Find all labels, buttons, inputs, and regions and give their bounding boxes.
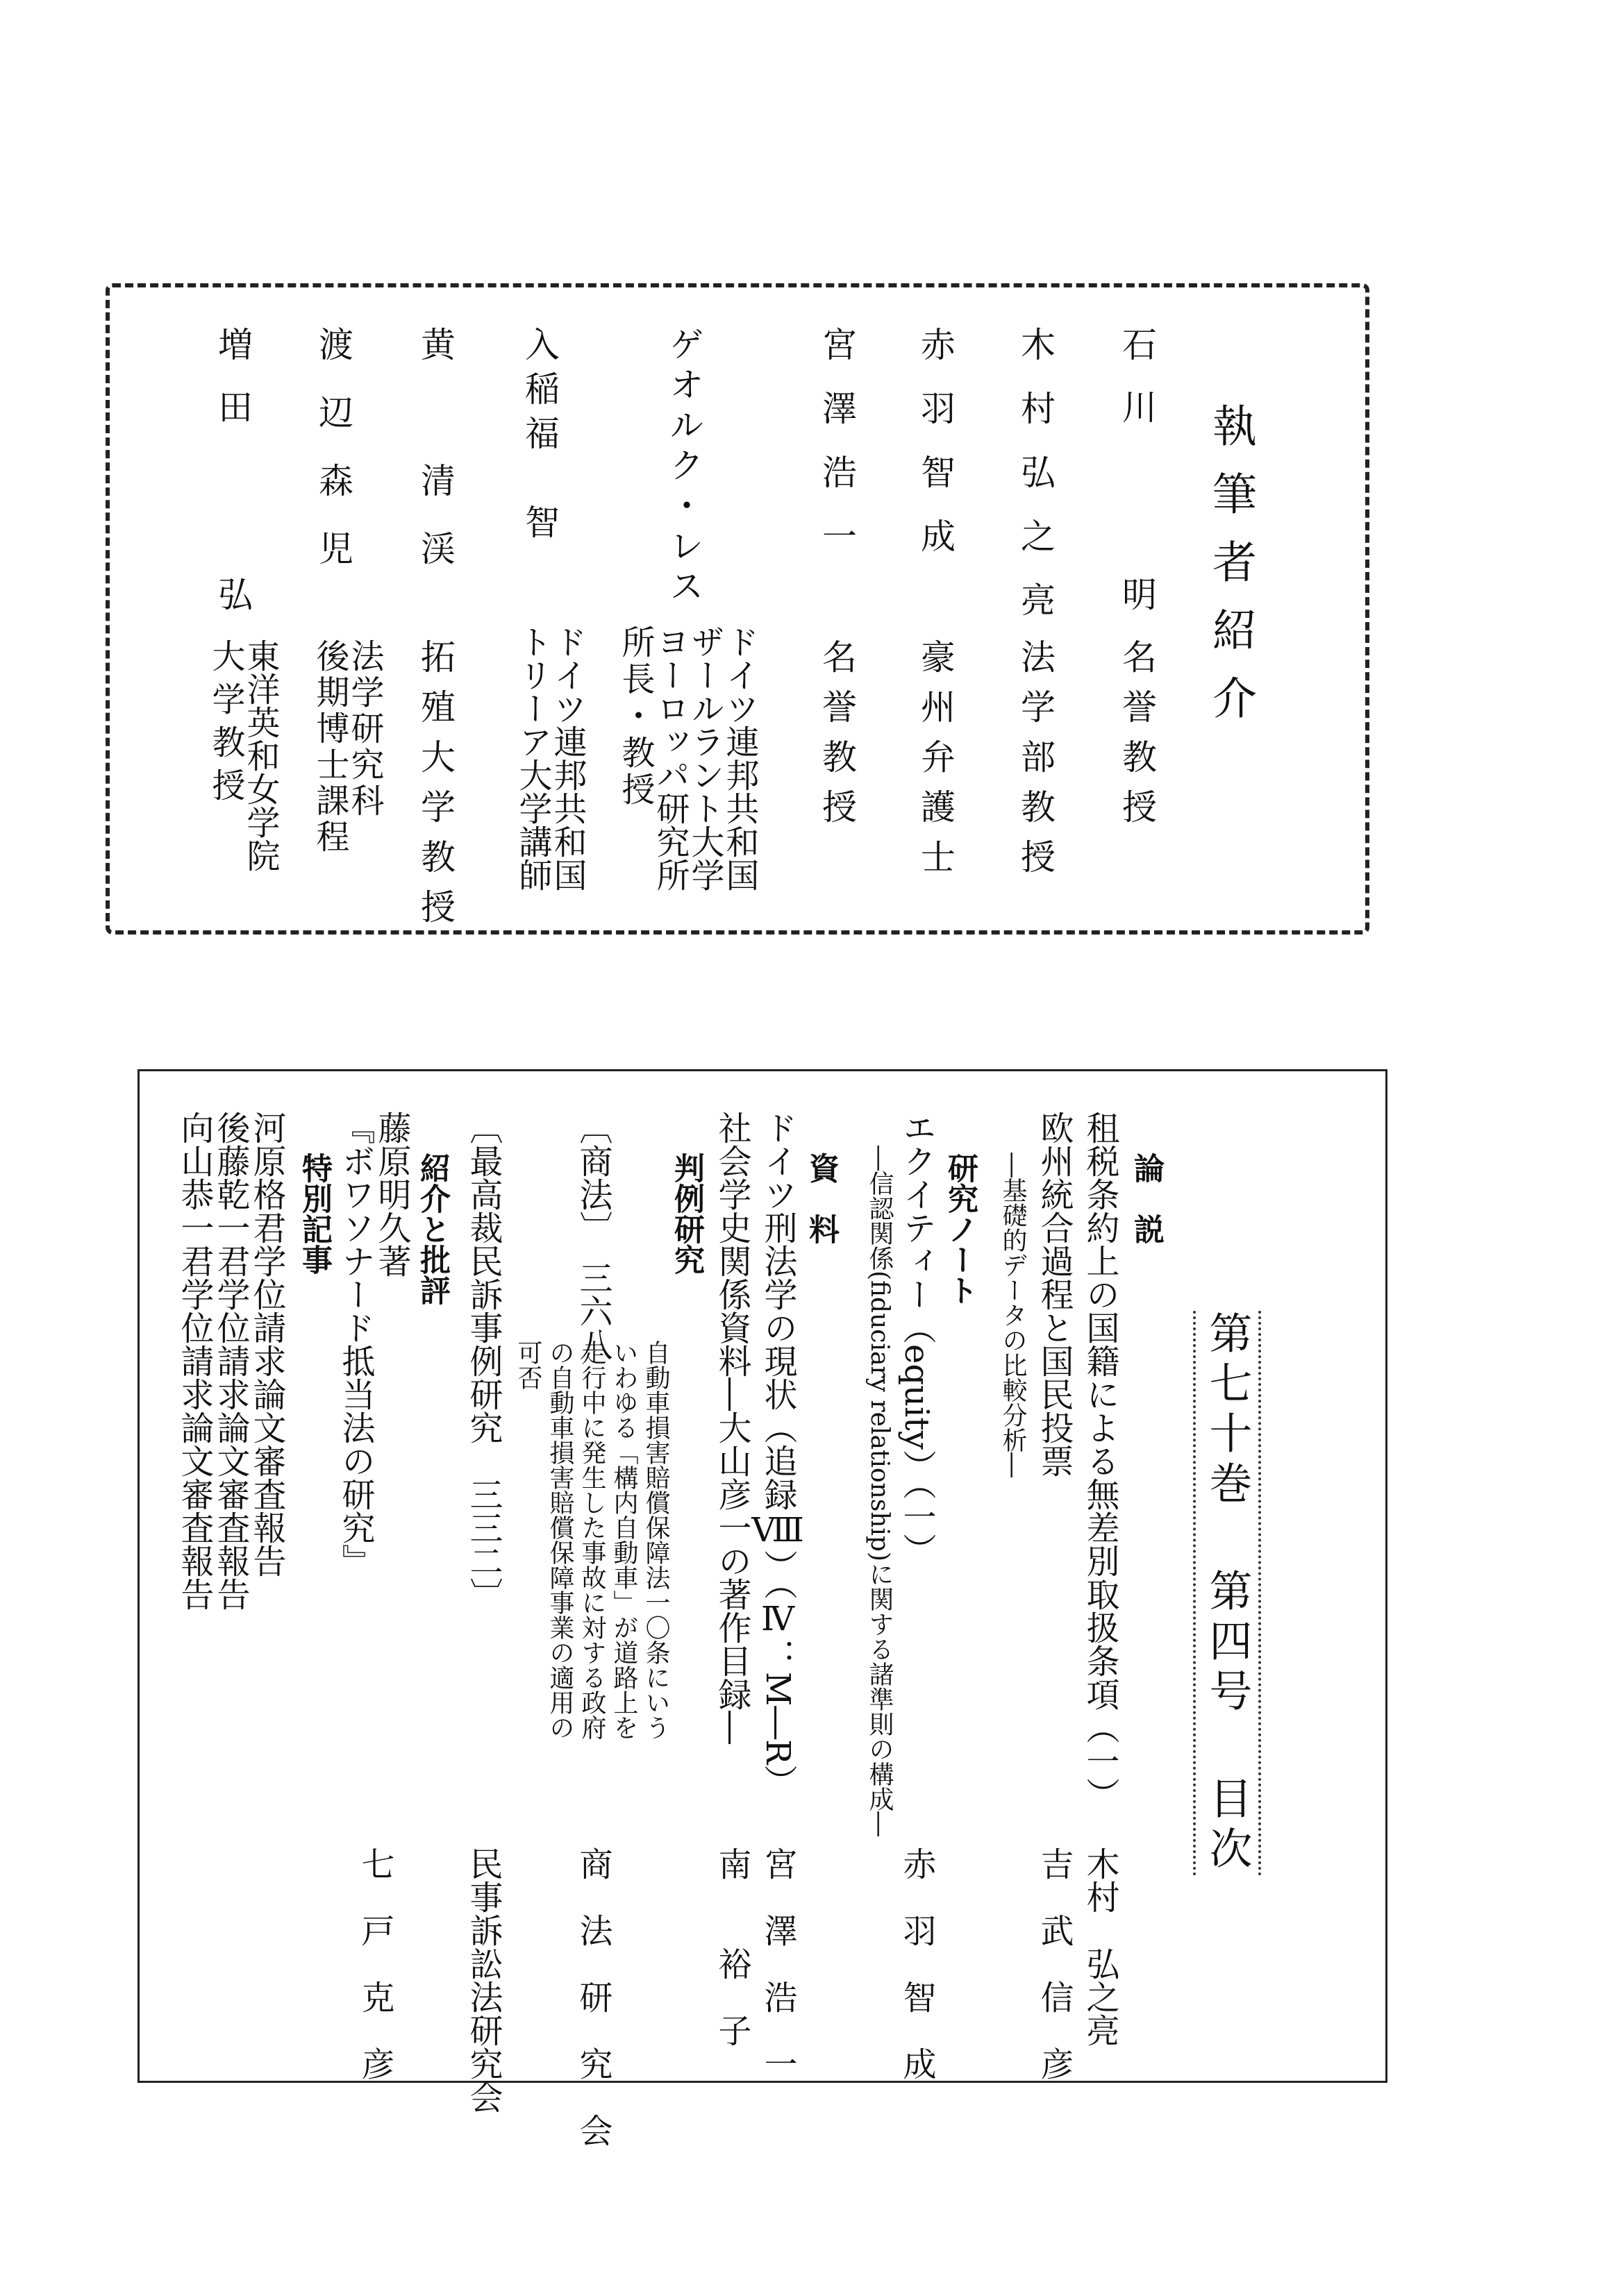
contributor-name: 渡辺森児	[313, 326, 353, 598]
toc-entry-title: 後藤乾一君学位請求論文審査報告	[211, 1111, 250, 1611]
contributor-affiliation: ドイツ連邦共和国	[548, 625, 587, 891]
toc-entry-subtitle: 走行中に発生した事故に対する政府	[578, 1340, 606, 1740]
contributor-affiliation: 名誉教授	[817, 639, 857, 839]
toc-entry-title: エクイティー（equity）（一）	[897, 1111, 936, 1566]
toc-entry-title: 向山恭一君学位請求論文審査報告	[175, 1111, 214, 1611]
toc-entry-title: 藤原明久著	[372, 1111, 411, 1277]
toc-entry-title: 『ボワソナード抵当法の研究』	[336, 1111, 375, 1577]
toc-entry-title: 河原格君学位請求論文審査報告	[247, 1111, 286, 1577]
contributor-affiliation: ザールラント大学	[685, 625, 724, 891]
toc-entry-subtitle: いわゆる「構内自動車」が道路上を	[610, 1340, 638, 1740]
contributor-name: 入稲福 智	[519, 326, 560, 548]
contributor-name: 宮澤浩一	[817, 326, 857, 582]
contributor-name: 石川 明	[1117, 326, 1157, 639]
toc-section-heading: 判例研究	[669, 1153, 704, 1275]
toc-entry-author: 七 戸 克 彦	[356, 1847, 394, 2080]
contributor-name: 黄 清渓	[415, 326, 456, 598]
toc-section-heading: 論 説	[1128, 1153, 1164, 1244]
contributor-affiliation: 所長・教授	[616, 625, 655, 809]
contributor-affiliation: ドイツ連邦共和国	[720, 625, 759, 891]
toc-entry-subtitle: の自動車損害賠償保障事業の適用の	[546, 1340, 574, 1740]
contributor-affiliation: 法学研究科	[345, 639, 384, 819]
contributors-title: 執筆者紹介	[1205, 403, 1256, 743]
contributor-affiliation: 法学部教授	[1015, 639, 1056, 889]
toc-entry-title: 〔最高裁民訴事例研究 三三二〕	[464, 1111, 503, 1611]
contributor-affiliation: 東洋英和女学院	[241, 639, 280, 872]
toc-entry-title: 租税条約上の国籍による無差別取扱条項（一）	[1081, 1111, 1119, 1811]
toc-entry-author: 民事訴訟法研究会	[464, 1847, 503, 2113]
toc-entry-subtitle: 可否	[514, 1340, 542, 1390]
contributor-affiliation: 大学教授	[206, 639, 245, 811]
toc-title: 第七十巻 第四号 目次	[1193, 1311, 1261, 1876]
toc-section-heading: 特別記事	[297, 1153, 332, 1275]
toc-section-heading: 紹介と批評	[415, 1153, 450, 1305]
toc-entry-subtitle: ―信認関係(fiduciary relationship)に関する諸準則の構成―	[865, 1146, 894, 1837]
contributor-name: ゲオルク・レス	[664, 326, 704, 608]
contributor-affiliation: トリーア大学講師	[513, 625, 552, 891]
toc-entry-author: 商 法 研 究 会	[574, 1847, 612, 2147]
toc-entry-author: 吉 武 信 彦	[1035, 1847, 1074, 2080]
toc-entry-author: 宮 澤 浩 一	[758, 1847, 797, 2080]
toc-entry-author: 赤 羽 智 成	[897, 1847, 936, 2080]
toc-entry-title: 社会学史関係資料―大山彦一の著作目録―	[712, 1111, 751, 1744]
toc-section-heading: 研究ノート	[942, 1153, 978, 1305]
toc-entry-title: 欧州統合過程と国民投票	[1035, 1111, 1074, 1477]
contributor-name: 木村弘之亮	[1015, 326, 1056, 646]
toc-entry-subtitle: ―基礎的データの比較分析―	[999, 1153, 1027, 1477]
contributor-name: 増田 弘	[212, 326, 253, 639]
contributor-affiliation: 後期博士課程	[310, 639, 349, 855]
toc-entry-title: 〔商法〕 三六八	[574, 1111, 612, 1361]
toc-entry-title: ドイツ刑法学の現状（追録Ⅷ）（Ⅳ：M―R）	[758, 1111, 797, 1798]
toc-entry-subtitle: 自動車損害賠償保障法一〇条にいう	[642, 1340, 670, 1740]
toc-entry-author: 木村 弘之亮	[1081, 1847, 1119, 2047]
contributor-affiliation: ヨーロッパ研究所	[651, 625, 690, 891]
toc-section-heading: 資 料	[803, 1153, 839, 1244]
contributor-affiliation: 名誉教授	[1117, 639, 1157, 839]
contributor-affiliation: 豪州弁護士	[915, 639, 956, 889]
toc-entry-author: 南 裕 子	[712, 1847, 751, 2047]
contributor-affiliation: 拓殖大学教授	[415, 639, 456, 939]
contributor-name: 赤羽智成	[915, 326, 956, 582]
